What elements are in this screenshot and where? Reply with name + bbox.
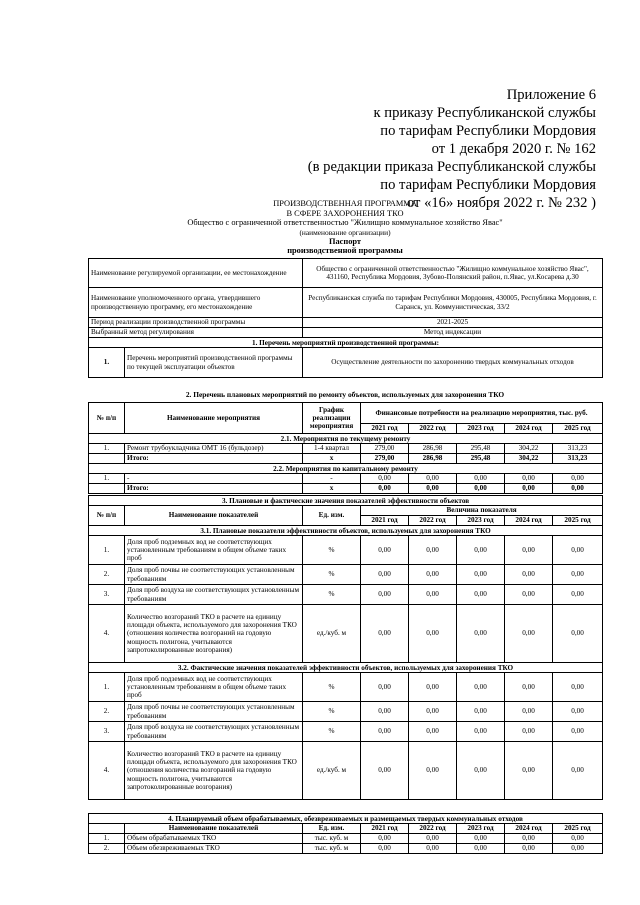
table-row: [89, 844, 603, 854]
section4-title: 4. Планируемый объем обрабатываемых, обезвреживаемых и размещаемых твердых коммунальных отходов: [89, 814, 603, 824]
value-cell: 295,48: [457, 454, 505, 464]
row-number: 2.: [89, 844, 125, 854]
year-header: 2023 год: [457, 424, 505, 434]
passport-value: 2021-2025: [303, 318, 603, 328]
table-row: [89, 742, 603, 800]
value-cell: 0,00: [361, 844, 409, 854]
year-header: 2025 год: [553, 424, 603, 434]
col-name-header: Наименование показателей: [125, 506, 303, 526]
unit-cell: %: [303, 722, 361, 742]
passport-label: Период реализации производственной программы: [89, 318, 303, 328]
col-name-header: Наименование показателей: [125, 824, 303, 834]
unit-cell: ед./куб. м: [303, 742, 361, 800]
year-header: 2025 год: [553, 824, 603, 834]
organization-name: Общество с ограниченной ответственностью "Жилищно коммунальное хозяйство Явас": [187, 218, 503, 228]
passport-label: Наименование уполномоченного органа, утвердившего производственную программу, его местонахождение: [89, 288, 303, 318]
value-cell: 0,00: [361, 605, 409, 663]
table-row: [89, 722, 603, 742]
value-cell: 0,00: [409, 834, 457, 844]
table-row: [89, 338, 603, 348]
value-cell: 0,00: [505, 585, 553, 605]
table-row: [89, 454, 603, 464]
table-row: [89, 526, 603, 536]
value-cell: 0,00: [361, 536, 409, 565]
indicator-name: Объем обрабатываемых ТКО: [125, 834, 303, 844]
row-number: 3.: [89, 722, 125, 742]
value-cell: 0,00: [553, 474, 603, 484]
passport-value: Метод индексации: [303, 328, 603, 338]
value-cell: 0,00: [505, 742, 553, 800]
value-cell: 0,00: [409, 722, 457, 742]
passport-label: Выбранный метод регулирования: [89, 328, 303, 338]
value-cell: 0,00: [505, 702, 553, 722]
year-header: 2024 год: [505, 516, 553, 526]
appendix-note: [308, 86, 596, 212]
value-cell: 0,00: [457, 844, 505, 854]
measure-name: Ремонт трубоукладчика ОМТ 16 (бульдозер): [125, 444, 303, 454]
table-row: [89, 496, 603, 506]
value-cell: 0,00: [361, 722, 409, 742]
value-cell: 0,00: [553, 834, 603, 844]
subsection-title: 3.1. Плановые показатели эффективности объектов, используемых для захоронения ТКО: [89, 526, 603, 536]
year-header: 2024 год: [505, 424, 553, 434]
value-cell: 0,00: [505, 834, 553, 844]
empty-cell: [89, 454, 125, 464]
section1-label: Перечень мероприятий производственной программы по текущей эксплуатации объектов: [125, 348, 303, 378]
value-cell: 0,00: [505, 484, 553, 494]
table-row: [89, 663, 603, 673]
row-number: 3.: [89, 585, 125, 605]
value-cell: 0,00: [457, 742, 505, 800]
appendix-line: по тарифам Республики Мордовия: [380, 177, 596, 193]
passport-title: Паспорт: [328, 236, 362, 246]
value-cell: 0,00: [457, 565, 505, 585]
value-cell: 295,48: [457, 444, 505, 454]
value-cell: 0,00: [457, 536, 505, 565]
table-row: [89, 328, 603, 338]
indicator-name: Доля проб воздуха не соответствующих установленным требованиям: [125, 722, 303, 742]
value-cell: 279,00: [361, 454, 409, 464]
organization-note: (наименование организации): [299, 227, 391, 237]
value-cell: 0,00: [361, 474, 409, 484]
value-cell: 0,00: [361, 742, 409, 800]
repair-table: [88, 402, 603, 494]
unit-cell: тыс. куб. м: [303, 844, 361, 854]
row-number: 4.: [89, 742, 125, 800]
year-header: 2024 год: [505, 824, 553, 834]
row-number: 1.: [89, 348, 125, 378]
col-num-header: № п/п: [89, 403, 125, 434]
appendix-line: от 1 декабря 2020 г. № 162: [431, 141, 596, 157]
value-cell: 0,00: [505, 673, 553, 702]
value-cell: 0,00: [409, 702, 457, 722]
value-cell: 0,00: [361, 834, 409, 844]
indicator-name: Объем обезвреживаемых ТКО: [125, 844, 303, 854]
unit-cell: %: [303, 585, 361, 605]
row-number: 1.: [89, 536, 125, 565]
value-cell: 304,22: [505, 454, 553, 464]
value-cell: 0,00: [553, 536, 603, 565]
schedule-cell: 1-4 квартал: [303, 444, 361, 454]
passport-value: Общество с ограниченной ответственностью "Жилищно коммунальное хозяйство Явас", 431160, Республика Мордовия, Зубово-Полянский район, п.Явас, ул.Косарева д.30: [303, 259, 603, 288]
measure-name: -: [125, 474, 303, 484]
row-number: 4.: [89, 605, 125, 663]
year-header: 2022 год: [409, 824, 457, 834]
year-header: 2021 год: [361, 516, 409, 526]
value-cell: 0,00: [505, 722, 553, 742]
heading-line2: В СФЕРЕ ЗАХОРОНЕНИЯ ТКО: [286, 208, 404, 218]
passport-value: Республиканская служба по тарифам Республики Мордовия, 430005, Республика Мордовия, г. Саранск, ул. Коммунистическая, 33/2: [303, 288, 603, 318]
value-cell: 0,00: [505, 844, 553, 854]
indicator-name: Количество возгораний ТКО в расчете на единицу площади объекта, используемого для захоронения ТКО (отношения количества возгораний на годовую мощность полигона, учитываются запротоколированные возгорания): [125, 605, 303, 663]
empty-cell: [89, 484, 125, 494]
value-cell: 0,00: [553, 844, 603, 854]
value-cell: 0,00: [553, 565, 603, 585]
value-cell: 0,00: [361, 702, 409, 722]
row-number: 1.: [89, 444, 125, 454]
section3-title: 3. Плановые и фактические значения показателей эффективности объектов: [89, 496, 603, 506]
appendix-line: (в редакции приказа Республиканской службы: [307, 159, 596, 175]
value-cell: 0,00: [361, 585, 409, 605]
table-row: [89, 585, 603, 605]
col-finance-header: Финансовые потребности на реализацию мероприятия, тыс. руб.: [361, 403, 603, 424]
value-cell: 0,00: [457, 673, 505, 702]
row-number: 1.: [89, 834, 125, 844]
table-row: [89, 348, 603, 378]
value-cell: 286,98: [409, 444, 457, 454]
total-label: Итого:: [125, 484, 303, 494]
waste-volume-table: [88, 813, 603, 854]
indicator-name: Доля проб подземных вод не соответствующих установленным требованиям в общем объеме таких проб: [125, 536, 303, 565]
table-row: [89, 318, 603, 328]
appendix-line: по тарифам Республики Мордовия: [380, 123, 596, 139]
unit-cell: %: [303, 536, 361, 565]
year-header: 2023 год: [457, 516, 505, 526]
value-cell: 0,00: [457, 702, 505, 722]
col-unit-header: Ед. изм.: [303, 506, 361, 526]
value-cell: 0,00: [409, 742, 457, 800]
section1-title: 1. Перечень мероприятий производственной программы:: [89, 338, 603, 348]
value-cell: 313,23: [553, 444, 603, 454]
row-number: 1.: [89, 673, 125, 702]
table-row: [89, 484, 603, 494]
value-cell: 0,00: [457, 722, 505, 742]
empty-cell: [89, 824, 125, 834]
table-row: [89, 834, 603, 844]
passport-label: Наименование регулируемой организации, ее местонахождение: [89, 259, 303, 288]
table-row: [89, 434, 603, 444]
year-header: 2025 год: [553, 516, 603, 526]
value-cell: 0,00: [361, 565, 409, 585]
table-row: [89, 288, 603, 318]
table-row: [89, 673, 603, 702]
value-cell: 0,00: [409, 536, 457, 565]
year-header: 2021 год: [361, 824, 409, 834]
value-cell: 0,00: [409, 565, 457, 585]
value-cell: 0,00: [505, 605, 553, 663]
subsection-title: 3.2. Фактические значения показателей эффективности объектов, используемых для захоронения ТКО: [89, 663, 603, 673]
value-cell: 0,00: [409, 605, 457, 663]
year-header: 2023 год: [457, 824, 505, 834]
passport-subtitle: производственной программы: [287, 246, 403, 256]
value-cell: 0,00: [409, 474, 457, 484]
value-cell: 0,00: [553, 673, 603, 702]
program-heading: [88, 199, 602, 256]
table-row: [89, 464, 603, 474]
section1-value: Осуществление деятельности по захоронению твердых коммунальных отходов: [303, 348, 603, 378]
value-cell: 0,00: [457, 834, 505, 844]
col-unit-header: Ед. изм.: [303, 824, 361, 834]
indicator-name: Доля проб подземных вод не соответствующих установленным требованиям в общем объеме таких проб: [125, 673, 303, 702]
table-header-row: [89, 506, 603, 516]
unit-cell: %: [303, 702, 361, 722]
year-header: 2022 год: [409, 424, 457, 434]
value-cell: 0,00: [409, 484, 457, 494]
value-cell: 0,00: [409, 673, 457, 702]
col-value-header: Величина показателя: [361, 506, 603, 516]
appendix-line: Приложение 6: [506, 87, 596, 103]
row-number: 2.: [89, 565, 125, 585]
indicator-name: Доля проб почвы не соответствующих установленным требованиям: [125, 565, 303, 585]
table-header-row: [89, 403, 603, 424]
subsection-title: 2.1. Мероприятия по текущему ремонту: [89, 434, 603, 444]
unit-cell: %: [303, 565, 361, 585]
value-cell: 0,00: [553, 605, 603, 663]
value-cell: 0,00: [409, 585, 457, 605]
row-number: 2.: [89, 702, 125, 722]
value-cell: 0,00: [361, 484, 409, 494]
table-row: [89, 702, 603, 722]
indicator-name: Количество возгораний ТКО в расчете на единицу площади объекта, используемого для захоронения ТКО (отношения количества возгораний на годовую мощность полигона, учитываются запротоколированные возгорания): [125, 742, 303, 800]
value-cell: 279,00: [361, 444, 409, 454]
efficiency-table: [88, 495, 603, 800]
table-row: [89, 814, 603, 824]
indicator-name: Доля проб воздуха не соответствующих установленным требованиям: [125, 585, 303, 605]
value-cell: 0,00: [553, 585, 603, 605]
year-header: 2021 год: [361, 424, 409, 434]
table-row: [89, 605, 603, 663]
value-cell: 313,23: [553, 454, 603, 464]
col-num-header: № п/п: [89, 506, 125, 526]
appendix-line: от «16» ноября 2022 г. № 232 ): [406, 195, 596, 211]
total-label: Итого:: [125, 454, 303, 464]
value-cell: 304,22: [505, 444, 553, 454]
value-cell: 0,00: [553, 742, 603, 800]
value-cell: 0,00: [457, 605, 505, 663]
col-name-header: Наименование мероприятия: [125, 403, 303, 434]
unit-cell: %: [303, 673, 361, 702]
schedule-cell: х: [303, 484, 361, 494]
appendix-line: к приказу Республиканской службы: [373, 105, 596, 121]
value-cell: 0,00: [361, 673, 409, 702]
table-header-row: [89, 824, 603, 834]
schedule-cell: х: [303, 454, 361, 464]
value-cell: 0,00: [553, 484, 603, 494]
table-row: [89, 444, 603, 454]
table-row: [89, 536, 603, 565]
value-cell: 0,00: [553, 722, 603, 742]
heading-line1: ПРОИЗВОДСТВЕННАЯ ПРОГРАММА: [273, 199, 417, 208]
passport-table: [88, 258, 603, 378]
value-cell: 0,00: [553, 702, 603, 722]
row-number: 1.: [89, 474, 125, 484]
value-cell: 286,98: [409, 454, 457, 464]
value-cell: 0,00: [505, 474, 553, 484]
section2-title: 2. Перечень плановых мероприятий по ремонту объектов, используемых для захоронения ТКО: [185, 390, 505, 399]
unit-cell: тыс. куб. м: [303, 834, 361, 844]
table-row: [89, 259, 603, 288]
table-row: [89, 565, 603, 585]
year-header: 2022 год: [409, 516, 457, 526]
value-cell: 0,00: [409, 844, 457, 854]
indicator-name: Доля проб почвы не соответствующих установленным требованиям: [125, 702, 303, 722]
col-schedule-header: График реализации мероприятия: [303, 403, 361, 434]
value-cell: 0,00: [457, 484, 505, 494]
unit-cell: ед./куб. м: [303, 605, 361, 663]
value-cell: 0,00: [505, 565, 553, 585]
subsection-title: 2.2. Мероприятия по капитальному ремонту: [89, 464, 603, 474]
table-row: [89, 474, 603, 484]
value-cell: 0,00: [457, 474, 505, 484]
value-cell: 0,00: [457, 585, 505, 605]
value-cell: 0,00: [505, 536, 553, 565]
schedule-cell: -: [303, 474, 361, 484]
